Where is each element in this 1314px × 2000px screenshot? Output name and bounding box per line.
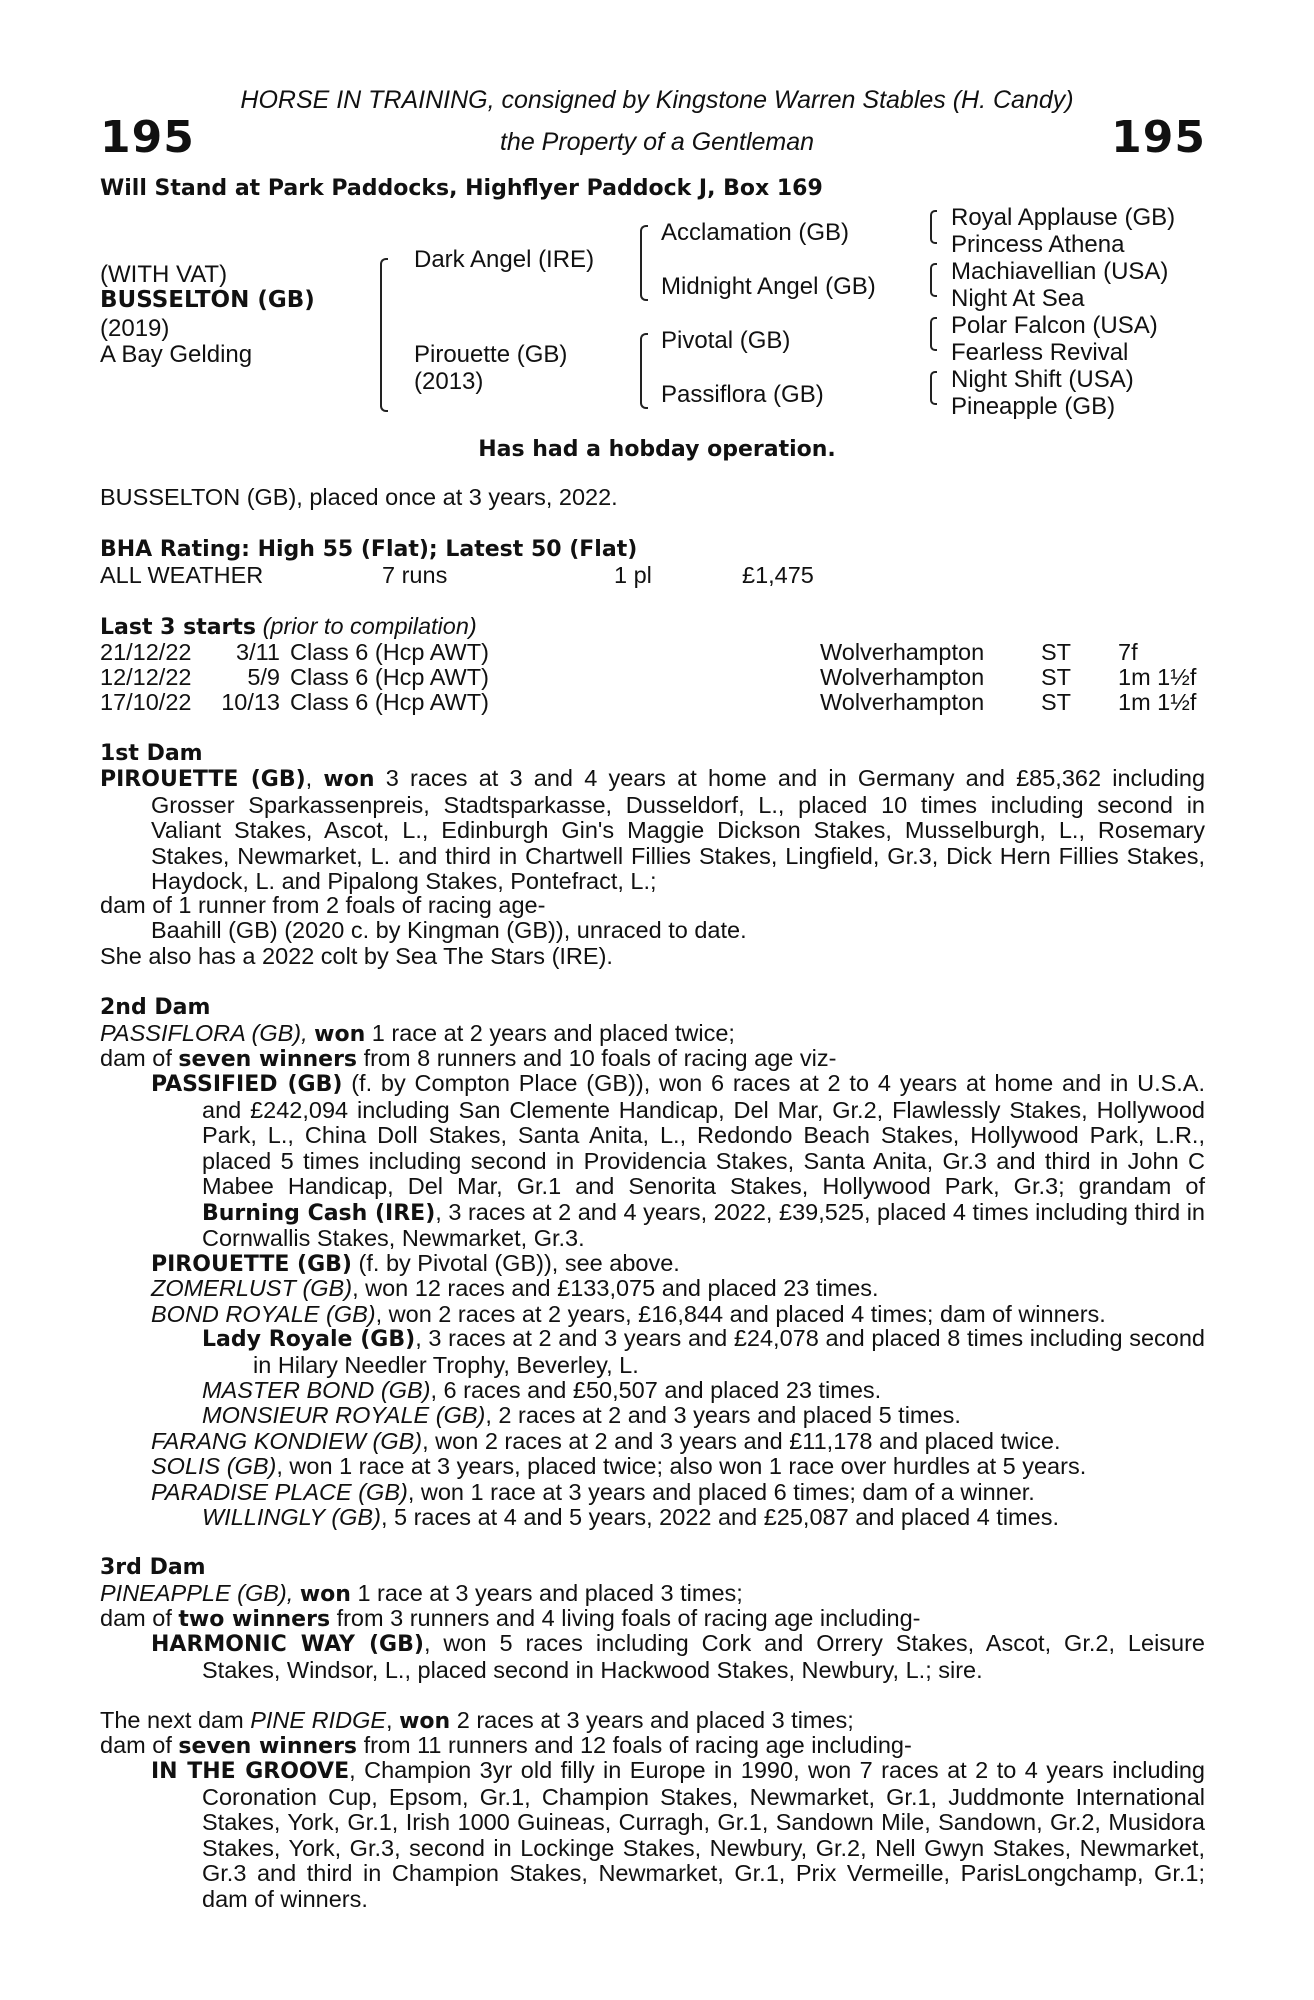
bha-rating: BHA Rating: High 55 (Flat); Latest 50 (Flat)	[100, 537, 638, 562]
won-label: won	[299, 1582, 351, 1607]
dam-of-label: dam of	[100, 1045, 172, 1071]
progeny-name: PARADISE PLACE (GB)	[151, 1479, 408, 1505]
dam-of-detail: from 11 runners and 12 foals of racing age including-	[363, 1732, 912, 1758]
pedigree-gen2: Acclamation (GB)	[661, 219, 850, 246]
progeny-passified	[151, 1071, 1205, 1252]
progeny-name: HARMONIC WAY (GB)	[151, 1632, 424, 1657]
progeny-name: MONSIEUR ROYALE (GB)	[202, 1402, 486, 1428]
dam-of-detail: from 3 runners and 4 living foals of racing age including-	[336, 1605, 921, 1631]
second-dam-line	[100, 1020, 735, 1047]
rating-earnings: £1,475	[742, 562, 814, 588]
progeny-pirouette	[151, 1250, 680, 1277]
stand-location: Will Stand at Park Paddocks, Highflyer Paddock J, Box 169	[100, 176, 823, 201]
third-dam-heading: 3rd Dam	[100, 1555, 206, 1580]
won-label: won	[314, 1022, 366, 1047]
won-label: won	[399, 1709, 451, 1734]
progeny-bond-royale	[151, 1301, 1106, 1328]
fourth-dam-line: The next dam PINE RIDGE, won 2 races at 3 years and placed 3 times;	[100, 1707, 854, 1734]
pedigree-sire: Dark Angel (IRE)	[414, 246, 595, 273]
progeny-master-bond	[202, 1377, 881, 1404]
winners-count: seven winners	[178, 1734, 358, 1759]
progeny-name: SOLIS (GB)	[151, 1453, 277, 1479]
progeny-record: (f. by Compton Place (GB)), won 6 races at 2 to 4 years at home and in U.S.A. and £242,094 including San Clemente Handicap, Del Mar, Gr.2, Flawlessly Stakes, Hollywood Park, L., China Doll Stakes, Santa Anita, L., Redondo Beach Stakes, Hollywood Park, L.R., placed 5 times including second in Providencia Stakes, Santa Anita, Gr.3 and third in John C Mabee Handicap, Del Mar, Gr.1 and Senorita Stakes, Hollywood Park, Gr.3; grandam of	[202, 1070, 1206, 1199]
start-position: 5/9	[247, 664, 280, 690]
pedigree-gen3: Machiavellian (USA)	[951, 258, 1169, 285]
progeny-record: , won 2 races at 2 and 3 years and £11,178 and placed twice.	[422, 1428, 1061, 1454]
pedigree-brace-g2	[930, 263, 937, 297]
start-race: Class 6 (Hcp AWT)	[290, 639, 489, 665]
progeny-record: , won 2 races at 2 years, £16,844 and placed 4 times; dam of winners.	[375, 1301, 1106, 1327]
vat-label: (WITH VAT)	[100, 261, 228, 288]
progeny-name: PASSIFIED (GB)	[151, 1072, 343, 1097]
progeny-record: , 2 races at 2 and 3 years and placed 5 times.	[485, 1402, 961, 1428]
start-race: Class 6 (Hcp AWT)	[290, 664, 489, 690]
progeny-harmonic-way	[151, 1631, 1205, 1683]
start-race: Class 6 (Hcp AWT)	[290, 689, 489, 715]
progeny-name: WILLINGLY (GB)	[202, 1504, 381, 1530]
horse-description: A Bay Gelding	[100, 341, 253, 368]
pedigree-brace-dam	[640, 333, 648, 409]
pedigree-gen3: Night Shift (USA)	[951, 366, 1134, 393]
pedigree-brace-g4	[930, 371, 937, 405]
progeny-willingly	[202, 1504, 1059, 1531]
dam-name: PINE RIDGE	[250, 1707, 387, 1733]
third-dam-produce	[100, 1605, 921, 1632]
dam-name: PIROUETTE (GB)	[100, 767, 306, 792]
pedigree-gen2: Pivotal (GB)	[661, 327, 791, 354]
start-distance: 1m 1½f	[1118, 664, 1197, 690]
start-distance: 7f	[1118, 639, 1138, 665]
start-course: Wolverhampton	[820, 689, 985, 715]
first-dam-record: PIROUETTE (GB), won 3 races at 3 and 4 years at home and in Germany and £85,362 including Grosser Sparkassenpreis, Stadtsparkasse, Dusseldorf, L., placed 10 times including second in Valiant Stakes, Ascot, L., Edinburgh Gin's Maggie Dickson Stakes, Musselburgh, L., Rosemary Stakes, Newmarket, L. and third in Chartwell Fillies Stakes, Lingfield, Gr.3, Dick Hern Fillies Stakes, Haydock, L. and Pipalong Stakes, Pontefract, L.;	[100, 765, 1206, 894]
progeny-lady-royale	[202, 1326, 1205, 1378]
pedigree-brace-main	[380, 258, 388, 412]
first-dam-heading: 1st Dam	[100, 741, 203, 766]
start-position: 10/13	[221, 689, 280, 715]
start-course: Wolverhampton	[820, 664, 985, 690]
dam-race-record: 1 race at 2 years and placed twice;	[371, 1020, 735, 1046]
won-label: won	[323, 767, 375, 792]
dam-race-record: 1 race at 3 years and placed 3 times;	[357, 1580, 743, 1606]
pedigree-brace-g3	[930, 317, 937, 351]
pedigree-gen3: Polar Falcon (USA)	[951, 312, 1158, 339]
pedigree-gen3: Fearless Revival	[951, 339, 1129, 366]
lot-number-left: 195	[100, 112, 195, 163]
progeny-record: , 3 races at 2 and 4 years, 2022, £39,525, placed 4 times including third in Cornwallis Stakes, Newmarket, Gr.3.	[202, 1198, 1205, 1251]
start-position: 3/11	[236, 639, 280, 665]
progeny-name: Lady Royale (GB)	[202, 1327, 416, 1352]
progeny-monsieur-royale	[202, 1402, 961, 1429]
second-dam-produce	[100, 1045, 836, 1072]
progeny-name: PIROUETTE (GB)	[151, 1252, 352, 1277]
winners-count: seven winners	[178, 1047, 358, 1072]
dam-race-record: 2 races at 3 years and placed 3 times;	[456, 1707, 854, 1733]
pedigree-gen2: Midnight Angel (GB)	[661, 273, 876, 300]
progeny-name: Burning Cash (IRE)	[202, 1200, 436, 1226]
property-line: the Property of a Gentleman	[499, 128, 815, 156]
pedigree-dam-year: (2013)	[414, 368, 484, 395]
last-starts-note: (prior to compilation)	[262, 613, 477, 639]
progeny-record: , Champion 3yr old filly in Europe in 1990, won 7 races at 2 to 4 years including Coronation Cup, Epsom, Gr.1, Champion Stakes, Newmarket, Gr.1, Juddmonte International Stakes, York, Gr.1, Irish 1000 Guineas, Curragh, Gr.1, Sandown Mile, Sandown, Gr.2, Musidora Stakes, York, Gr.3, second in Lockinge Stakes, Newbury, Gr.2, Nell Gwyn Stakes, Newmarket, Gr.3 and third in Champion Stakes, Newmarket, Gr.1, Prix Vermeille, ParisLongchamp, Gr.1; dam of winners.	[202, 1757, 1205, 1912]
first-dam-produce-note: dam of 1 runner from 2 foals of racing age-	[100, 892, 546, 918]
pedigree-brace-g1	[930, 210, 937, 244]
dam-of-label: dam of	[100, 1732, 172, 1758]
winners-count: two winners	[178, 1607, 331, 1632]
fourth-dam-produce	[100, 1732, 912, 1759]
start-course: Wolverhampton	[820, 639, 985, 665]
dam-of-detail: from 8 runners and 10 foals of racing age viz-	[363, 1045, 837, 1071]
progeny-record: , 3 races at 2 and 3 years and £24,078 and placed 8 times including second in Hilary Needler Trophy, Beverley, L.	[253, 1325, 1205, 1378]
rating-placed: 1 pl	[614, 562, 652, 588]
dam-of-label: dam of	[100, 1605, 172, 1631]
progeny-farang-kondiew	[151, 1428, 1061, 1455]
hobday-note: Has had a hobday operation.	[478, 437, 836, 462]
horse-name: BUSSELTON (GB)	[100, 287, 315, 313]
horse-year: (2019)	[100, 315, 170, 342]
start-date: 21/12/22	[100, 639, 192, 665]
second-dam-heading: 2nd Dam	[100, 995, 211, 1020]
progeny-name: FARANG KONDIEW (GB)	[151, 1428, 423, 1454]
pedigree-gen2: Passiflora (GB)	[661, 381, 824, 408]
dam-name: PASSIFLORA (GB),	[100, 1020, 308, 1046]
progeny-in-the-groove	[151, 1758, 1205, 1912]
progeny-name: MASTER BOND (GB)	[202, 1377, 431, 1403]
first-dam-also: She also has a 2022 colt by Sea The Stars (IRE).	[100, 943, 613, 969]
progeny-record: (f. by Pivotal (GB)), see above.	[358, 1250, 680, 1276]
dam-name: PINEAPPLE (GB),	[100, 1580, 294, 1606]
last-starts-heading	[100, 613, 477, 640]
start-going: ST	[1041, 664, 1072, 690]
start-going: ST	[1041, 689, 1072, 715]
progeny-zomerlust	[151, 1275, 879, 1302]
pedigree-gen3: Pineapple (GB)	[951, 393, 1116, 420]
progeny-paradise-place	[151, 1479, 1035, 1506]
rating-runs: 7 runs	[382, 562, 448, 588]
pedigree-gen3: Princess Athena	[951, 231, 1125, 258]
pedigree-brace-sire	[640, 225, 648, 301]
progeny-record: , won 5 races including Cork and Orrery Stakes, Ascot, Gr.2, Leisure Stakes, Windsor, L., placed second in Hackwood Stakes, Newbury, L.; sire.	[202, 1630, 1206, 1683]
first-dam-progeny: Baahill (GB) (2020 c. by Kingman (GB)), unraced to date.	[151, 917, 747, 943]
progeny-name: IN THE GROOVE	[151, 1759, 350, 1784]
progeny-record: , won 1 race at 3 years and placed 6 times; dam of a winner.	[407, 1479, 1035, 1505]
start-going: ST	[1041, 639, 1072, 665]
progeny-record: , won 1 race at 3 years, placed twice; also won 1 race over hurdles at 5 years.	[276, 1453, 1087, 1479]
next-dam-label: The next dam	[100, 1707, 244, 1733]
pedigree-dam: Pirouette (GB)	[414, 341, 568, 368]
lot-number-right: 195	[1111, 112, 1206, 163]
start-date: 12/12/22	[100, 664, 192, 690]
progeny-record: , 5 races at 4 and 5 years, 2022 and £25,087 and placed 4 times.	[380, 1504, 1059, 1530]
progeny-record: , 6 races and £50,507 and placed 23 times.	[430, 1377, 882, 1403]
dam-race-record: 3 races at 3 and 4 years at home and in Germany and £85,362 including Grosser Sparkassenpreis, Stadtsparkasse, Dusseldorf, L., placed 10 times including second in Valiant Stakes, Ascot, L., Edinburgh Gin's Maggie Dickson Stakes, Musselburgh, L., Rosemary Stakes, Newmarket, L. and third in Chartwell Fillies Stakes, Lingfield, Gr.3, Dick Hern Fillies Stakes, Haydock, L. and Pipalong Stakes, Pontefract, L.;	[151, 765, 1206, 894]
race-summary: BUSSELTON (GB), placed once at 3 years, 2022.	[100, 484, 618, 510]
pedigree-gen3: Royal Applause (GB)	[951, 204, 1176, 231]
consignor-line: HORSE IN TRAINING, consigned by Kingstone Warren Stables (H. Candy)	[240, 86, 1074, 114]
start-distance: 1m 1½f	[1118, 689, 1197, 715]
start-date: 17/10/22	[100, 689, 192, 715]
progeny-name: ZOMERLUST (GB)	[151, 1275, 353, 1301]
pedigree-gen3: Night At Sea	[951, 285, 1085, 312]
third-dam-line	[100, 1580, 743, 1607]
progeny-solis	[151, 1453, 1086, 1480]
last-starts-title: Last 3 starts	[100, 615, 257, 640]
rating-surface: ALL WEATHER	[100, 562, 264, 588]
progeny-record: , won 12 races and £133,075 and placed 23 times.	[352, 1275, 879, 1301]
progeny-name: BOND ROYALE (GB)	[151, 1301, 376, 1327]
